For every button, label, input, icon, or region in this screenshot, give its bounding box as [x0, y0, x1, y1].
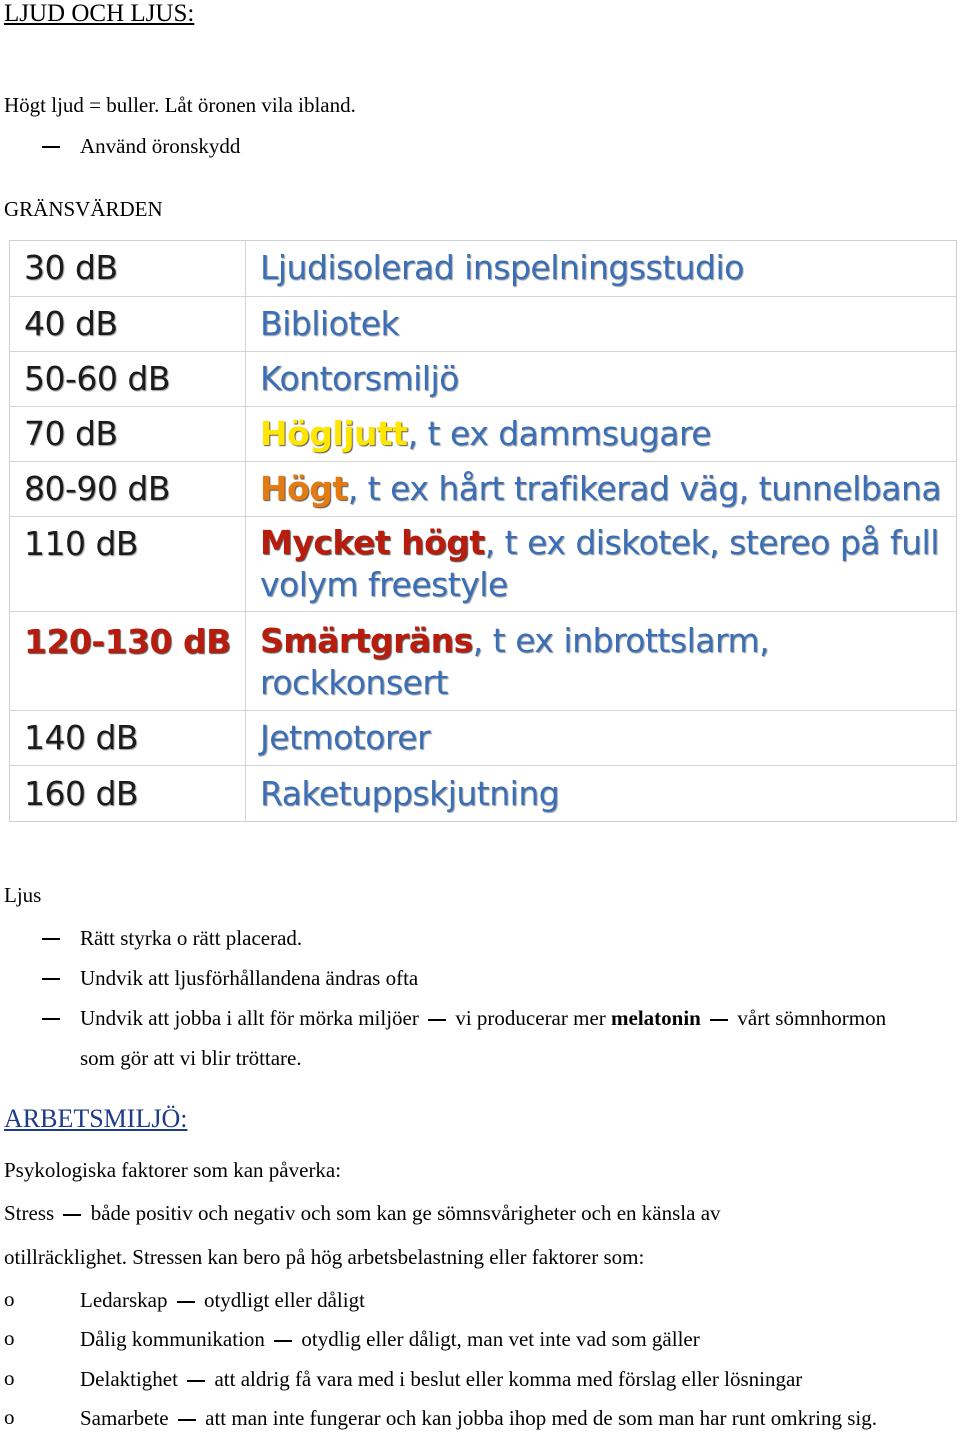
bullet-glyph: o [4, 1326, 15, 1350]
page-title: LJUD OCH LJUS: [4, 0, 195, 27]
loudness-label: Högt [260, 469, 348, 508]
db-value: 50-60 dB [10, 352, 246, 406]
db-description: Kontorsmiljö [260, 359, 459, 398]
factor-text: att man inte fungerar och kan jobba ihop med de som man har runt omkring sig. [205, 1406, 877, 1430]
db-description: Raketuppskjutning [260, 774, 560, 813]
stress-line-2: otillräcklighet. Stressen kan bero på hög arbetsbelastning eller faktorer som: [4, 1245, 645, 1269]
table-row [10, 461, 956, 516]
db-description [246, 462, 956, 516]
bullet-text: vi producerar mer [455, 1006, 606, 1030]
dash-separator [428, 1019, 446, 1021]
db-description: Ljudisolerad inspelningsstudio [260, 248, 744, 287]
light-bullet: Rätt styrka o rätt placerad. [80, 926, 303, 950]
table-row [10, 406, 956, 461]
table-row [10, 765, 956, 821]
light-bullet: Undvik att ljusförhållandena ändras ofta [80, 966, 419, 990]
table-row [10, 516, 956, 611]
factor-item [80, 1326, 700, 1352]
dash-bullet [42, 978, 60, 980]
light-bullet [80, 1005, 886, 1031]
dash-separator [187, 1380, 205, 1382]
stress-text: både positiv och negativ och som kan ge sömnsvårigheter och en känsla av [90, 1201, 721, 1225]
factor-name: Delaktighet [80, 1367, 178, 1391]
db-value: 120-130 dB [10, 612, 246, 710]
db-description [246, 407, 956, 461]
stress-word: Stress [4, 1201, 55, 1225]
factor-text: att aldrig få vara med i beslut eller komma med förslag eller lösningar [214, 1367, 803, 1391]
dash-separator [274, 1340, 292, 1342]
dash-separator [63, 1214, 81, 1216]
dash-bullet [42, 938, 60, 940]
db-value: 110 dB [10, 517, 246, 611]
ear-protection-item: Använd öronskydd [80, 134, 241, 158]
light-heading: Ljus [4, 883, 42, 907]
work-intro: Psykologiska faktorer som kan påverka: [4, 1158, 342, 1182]
loudness-label: Mycket högt [260, 523, 485, 562]
table-row [10, 296, 956, 351]
loudness-label: Smärtgräns [260, 621, 473, 660]
db-description [246, 517, 956, 611]
example-text: , t ex diskotek, stereo på full volym freestyle [260, 523, 939, 604]
example-text: , t ex hårt trafikerad väg, tunnelbana [347, 469, 942, 508]
factor-item [80, 1405, 877, 1431]
decibel-table [9, 240, 957, 822]
db-value: 160 dB [10, 766, 246, 821]
stress-line [4, 1200, 721, 1226]
db-value: 70 dB [10, 407, 246, 461]
factor-name: Dålig kommunikation [80, 1327, 265, 1351]
bullet-glyph: o [4, 1405, 15, 1429]
factor-text: otydlig eller dåligt, man vet inte vad som gäller [301, 1327, 700, 1351]
factor-item [80, 1366, 802, 1392]
table-row [10, 351, 956, 406]
example-text: , t ex dammsugare [407, 414, 712, 453]
db-description: Jetmotorer [260, 718, 431, 757]
db-value: 40 dB [10, 297, 246, 351]
loudness-label: Högljutt [260, 414, 408, 453]
factor-name: Ledarskap [80, 1288, 168, 1312]
melatonin-term: melatonin [611, 1006, 701, 1030]
db-description [246, 612, 956, 710]
db-value: 80-90 dB [10, 462, 246, 516]
factor-text: otydligt eller dåligt [203, 1288, 365, 1312]
intro-text: Högt ljud = buller. Låt öronen vila ibland. [4, 93, 356, 117]
factor-item [80, 1287, 365, 1313]
bullet-glyph: o [4, 1287, 15, 1311]
bullet-continuation: som gör att vi blir tröttare. [80, 1046, 302, 1070]
table-row [10, 611, 956, 710]
dash-bullet [42, 1018, 60, 1020]
bullet-glyph: o [4, 1366, 15, 1390]
dash-separator [178, 1419, 196, 1421]
dash-separator [710, 1019, 728, 1021]
bullet-text: Undvik att jobba i allt för mörka miljöer [80, 1006, 419, 1030]
dash-bullet [42, 146, 60, 148]
factor-name: Samarbete [80, 1406, 169, 1430]
db-description: Bibliotek [260, 304, 400, 343]
work-environment-heading: ARBETSMILJÖ: [4, 1104, 188, 1133]
db-value: 30 dB [10, 241, 246, 295]
table-row [10, 710, 956, 765]
db-value: 140 dB [10, 711, 246, 765]
example-text: , t ex inbrottslarm, rockkonsert [260, 621, 770, 702]
table-row [10, 241, 956, 295]
bullet-text: vårt sömnhormon [737, 1006, 887, 1030]
limits-heading: GRÄNSVÄRDEN [4, 197, 163, 221]
dash-separator [177, 1301, 195, 1303]
